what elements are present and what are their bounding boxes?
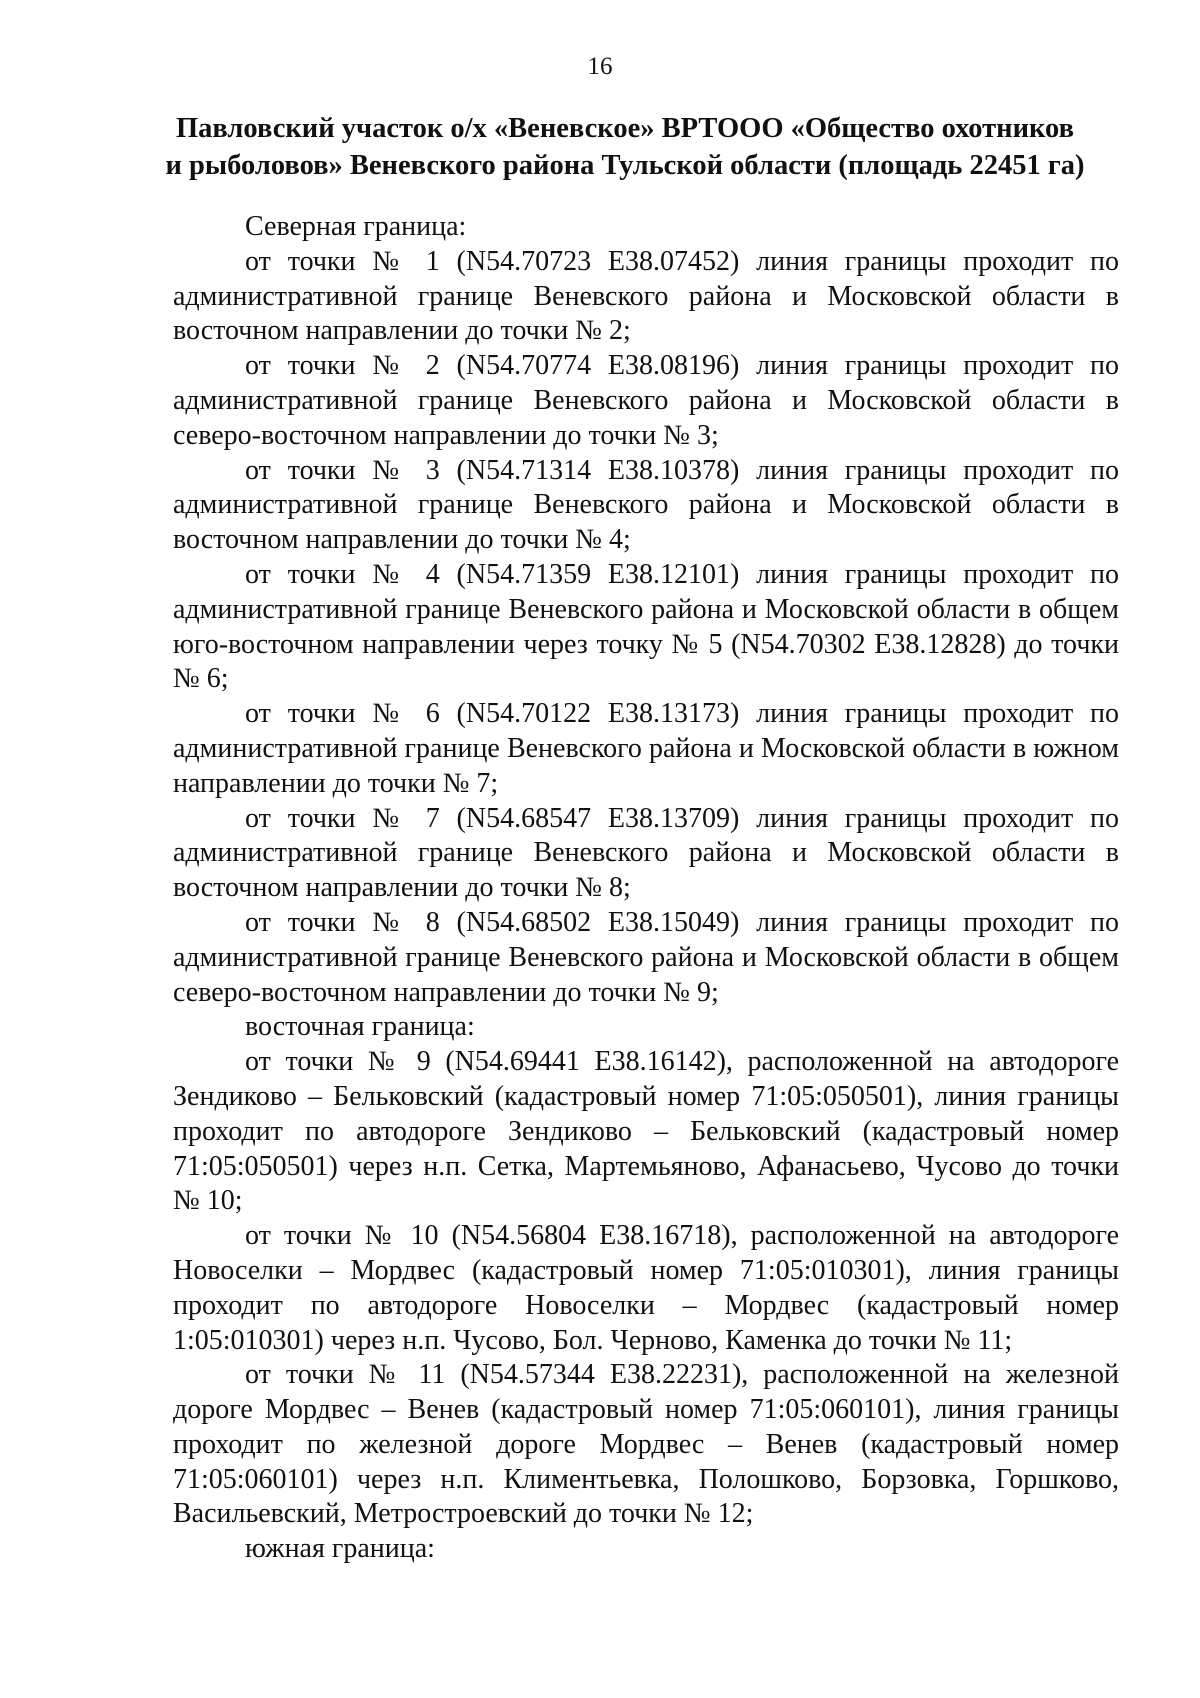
section-heading-east: восточная граница: bbox=[245, 1011, 475, 1043]
document-title bbox=[165, 110, 1085, 184]
title-line-1: Павловский участок о/х «Веневское» ВРТООО «Общество охотников bbox=[176, 113, 1074, 144]
section-heading-north: Северная граница: bbox=[245, 211, 467, 242]
boundary-paragraph: от точки № 6 (N54.70122 E38.13173) линия границы проходит по административной границе Веневского района и Московской области в южном направлении до точки № 7; bbox=[173, 698, 1119, 799]
boundary-paragraph: от точки № 9 (N54.69441 E38.16142), расположенной на автодороге Зендиково – Бельковский (кадастровый номер 71:05:050501), линия границы проходит по автодороге Зендиково – Бельковский (кадастровый номер 71:05:050501) через н.п. Сетка, Мартемьяново, Афанасьево, Чусово до точки № 10; bbox=[173, 1046, 1119, 1217]
document-body bbox=[173, 210, 1119, 1567]
section-heading-south: южная граница: bbox=[245, 1533, 435, 1565]
boundary-paragraph: от точки № 4 (N54.71359 E38.12101) линия границы проходит по административной границе Веневского района и Московской области в общем юго-восточном направлении через точку № 5 (N54.70302 E38.12828) до точки № 6; bbox=[173, 558, 1119, 695]
boundary-paragraph: от точки № 7 (N54.68547 E38.13709) линия границы проходит по административной границе Веневского района и Московской области в восточном направлении до точки № 8; bbox=[173, 802, 1119, 904]
boundary-paragraph: от точки № 8 (N54.68502 E38.15049) линия границы проходит по административной границе Веневского района и Московской области в общем северо-восточном направлении до точки № 9; bbox=[173, 906, 1119, 1008]
boundary-paragraph: от точки № 3 (N54.71314 E38.10378) линия границы проходит по административной границе Веневского района и Московской области в восточном направлении до точки № 4; bbox=[173, 454, 1119, 556]
boundary-paragraph: от точки № 1 (N54.70723 E38.07452) линия границы проходит по административной границе Веневского района и Московской области в восточном направлении до точки № 2; bbox=[173, 245, 1119, 347]
title-line-2: и рыболовов» Веневского района Тульской области (площадь 22451 га) bbox=[165, 150, 1085, 181]
boundary-paragraph: от точки № 2 (N54.70774 E38.08196) линия границы проходит по административной границе Веневского района и Московской области в северо-восточном направлении до точки № 3; bbox=[173, 350, 1119, 451]
boundary-paragraph: от точки № 11 (N54.57344 E38.22231), расположенной на железной дороге Мордвес – Венев (кадастровый номер 71:05:060101), линия границы проходит по железной дороге Мордвес – Венев (кадастровый номер 71:05:060101) через н.п. Климентьевка, Полошково, Борзовка, Горшково, Васильевский, Метростроевский до точки № 12; bbox=[173, 1359, 1119, 1530]
boundary-paragraph: от точки № 10 (N54.56804 E38.16718), расположенной на автодороге Новоселки – Мордвес (кадастровый номер 71:05:010301), линия границы проходит по автодороге Новоселки – Мордвес (кадастровый номер 1:05:010301) через н.п. Чусово, Бол. Черново, Каменка до точки № 11; bbox=[173, 1220, 1119, 1356]
page-number: 16 bbox=[587, 53, 613, 80]
